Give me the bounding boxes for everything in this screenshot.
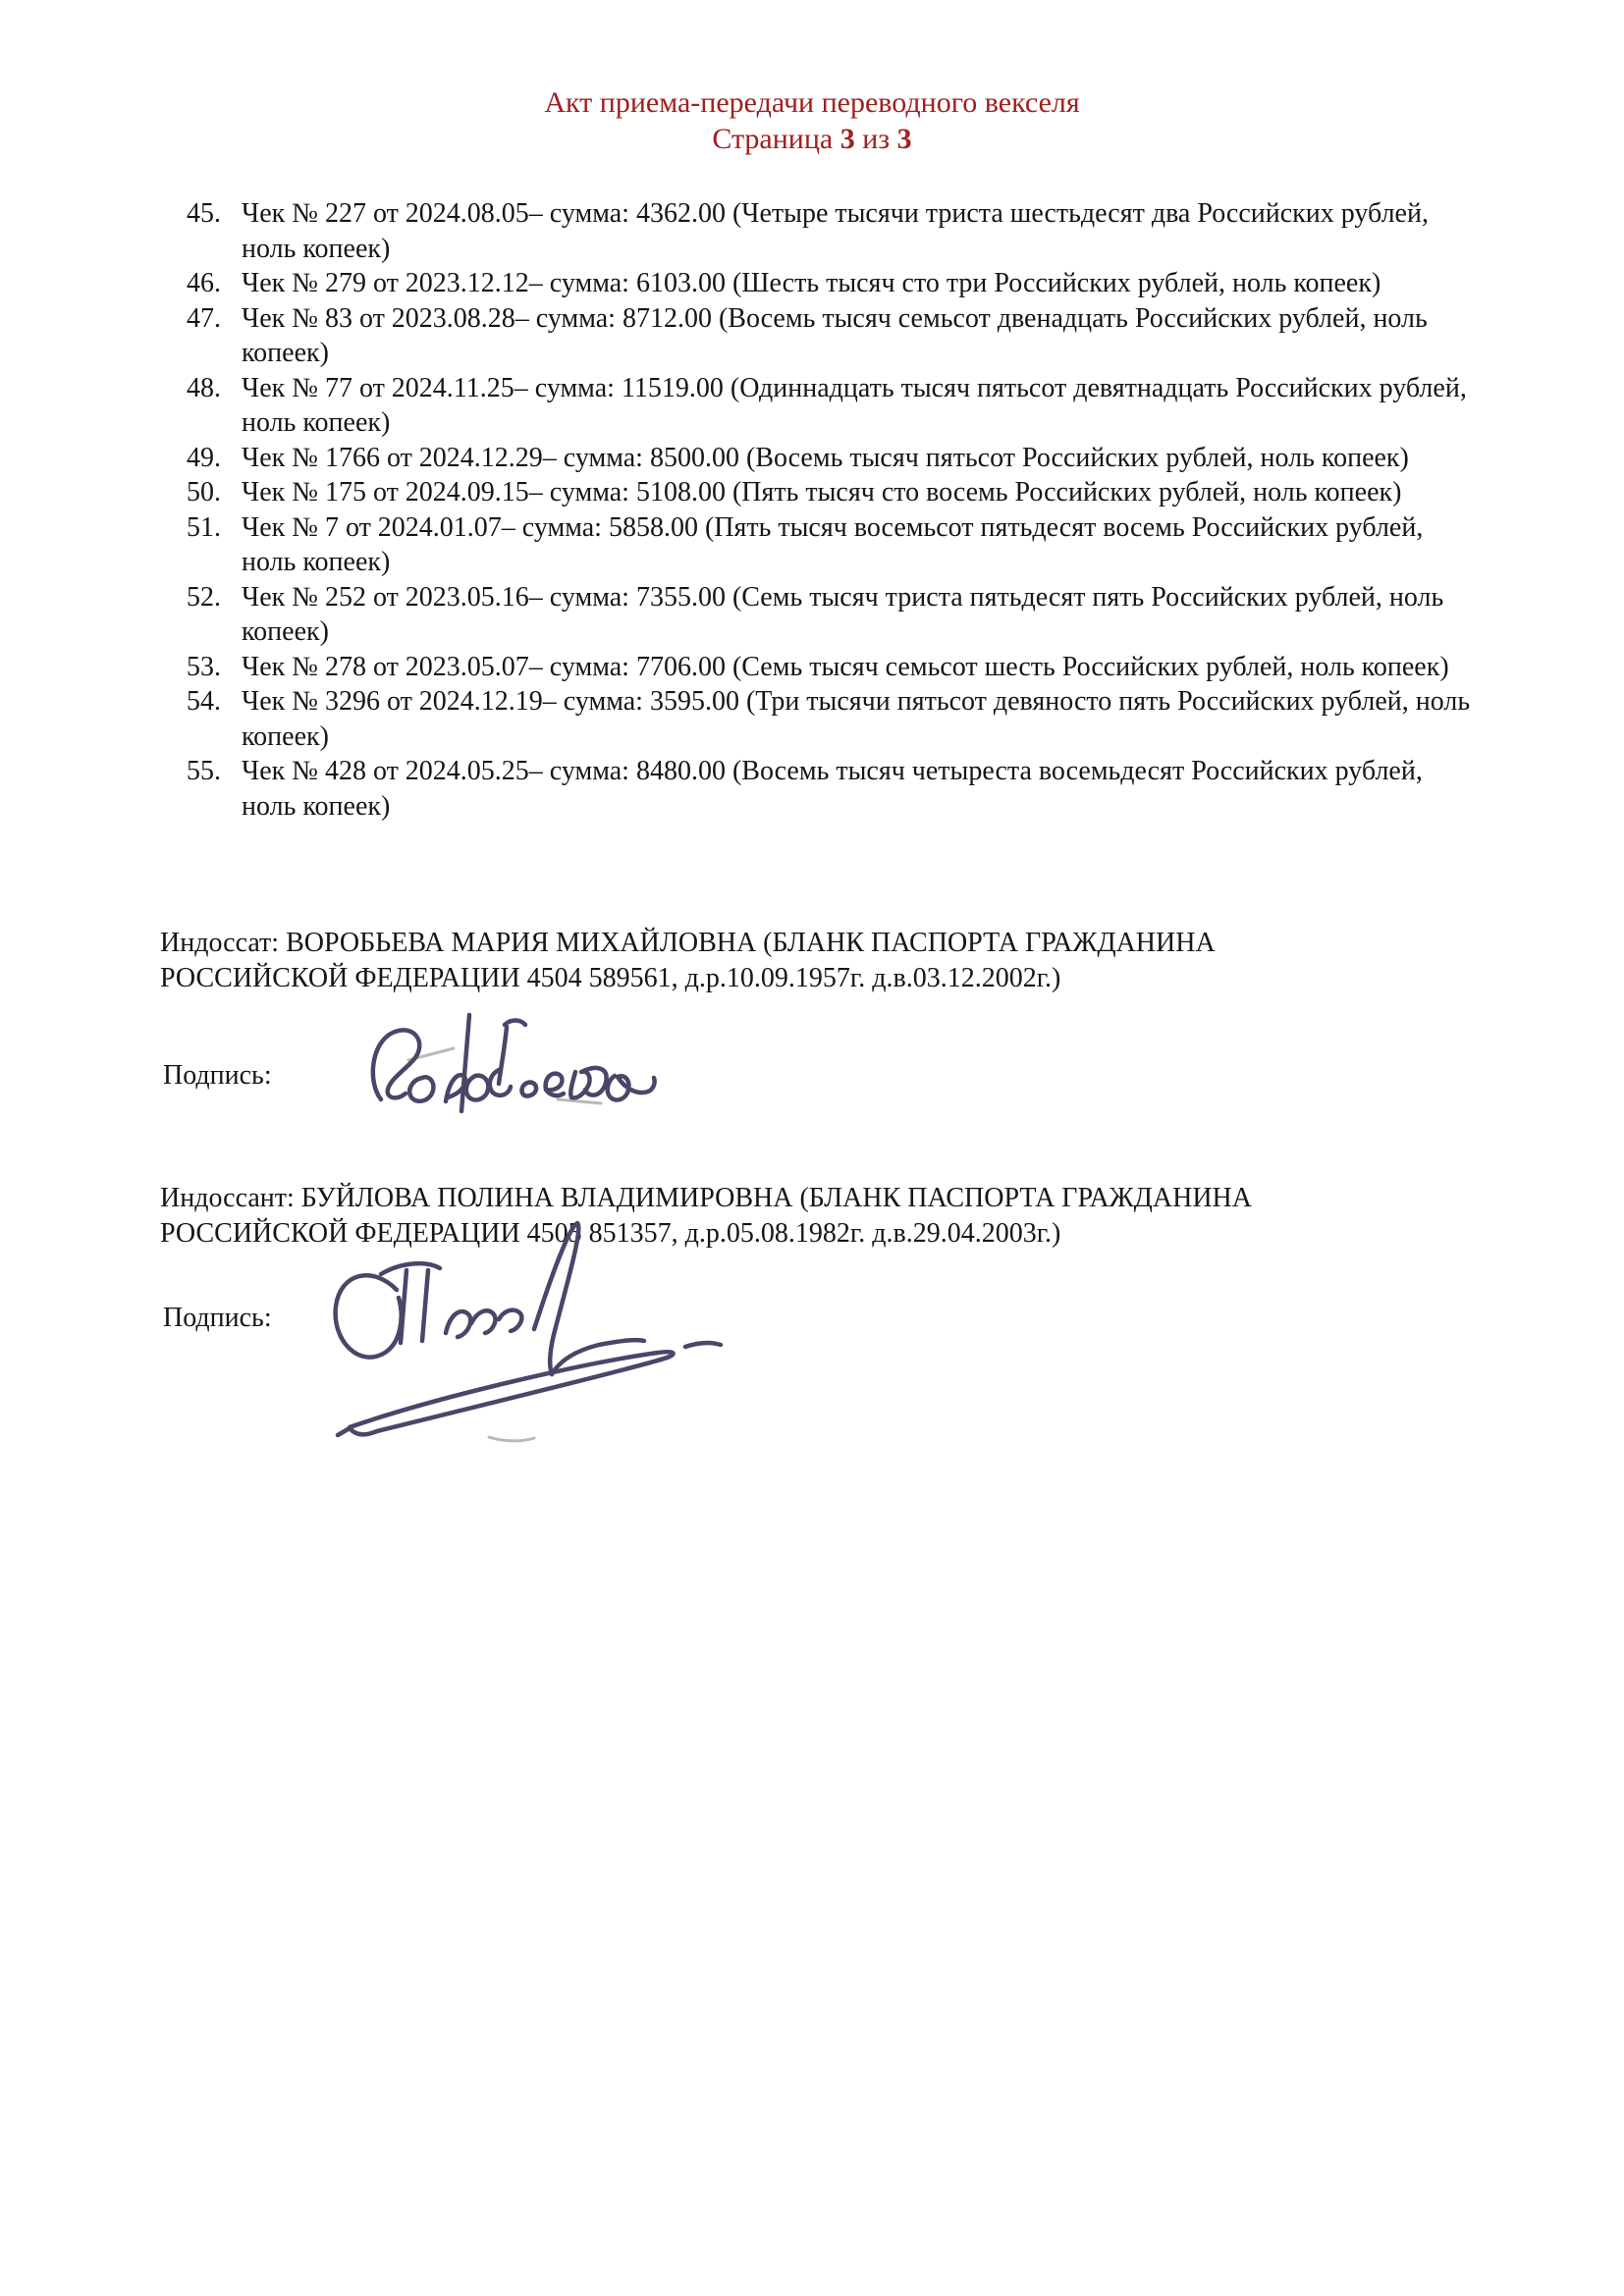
check-list-item bbox=[187, 196, 1475, 266]
item-number: 48. bbox=[187, 372, 221, 403]
item-text: Чек № 252 от 2023.05.16– сумма: 7355.00 (Семь тысяч триста пятьдесят пять Российских рублей, ноль копеек) bbox=[242, 581, 1444, 647]
item-text: Чек № 428 от 2024.05.25– сумма: 8480.00 (Восемь тысяч четыреста восемьдесят Российских рублей, ноль копеек) bbox=[242, 756, 1423, 822]
item-number: 51. bbox=[187, 511, 221, 543]
page-of-word: из bbox=[862, 123, 891, 155]
item-number: 49. bbox=[187, 442, 221, 473]
check-list-item bbox=[187, 371, 1475, 441]
item-text: Чек № 278 от 2023.05.07– сумма: 7706.00 (Семь тысяч семьсот шесть Российских рублей, ноль копеек) bbox=[242, 651, 1449, 682]
item-number: 52. bbox=[187, 581, 221, 613]
item-number: 50. bbox=[187, 477, 221, 507]
endorser-info-line: Индоссант: БУЙЛОВА ПОЛИНА ВЛАДИМИРОВНА (БЛАНК ПАСПОРТА ГРАЖДАНИНА bbox=[160, 1183, 1252, 1213]
endorsee-info-line: РОССИЙСКОЙ ФЕДЕРАЦИИ 4504 589561, д.р.10.09.1957г. д.в.03.12.2002г.) bbox=[160, 962, 1061, 993]
item-number: 46. bbox=[187, 268, 221, 298]
endorser-signature-image bbox=[312, 1213, 793, 1444]
item-number: 45. bbox=[187, 198, 221, 229]
item-number: 47. bbox=[187, 302, 221, 334]
page-total: 3 bbox=[896, 123, 912, 155]
item-number: 54. bbox=[187, 686, 221, 717]
item-number: 55. bbox=[187, 756, 221, 786]
page-indicator bbox=[0, 121, 1624, 157]
signature-label-endorsee: Подпись: bbox=[163, 1060, 272, 1091]
item-number: 53. bbox=[187, 651, 221, 682]
document-header bbox=[0, 84, 1624, 157]
check-list-item bbox=[187, 684, 1475, 754]
signature-label-endorser: Подпись: bbox=[163, 1303, 272, 1333]
check-list-item bbox=[187, 650, 1475, 685]
endorsee-info bbox=[160, 926, 1216, 995]
item-text: Чек № 227 от 2024.08.05– сумма: 4362.00 (Четыре тысячи триста шестьдесят два Российских рублей, ноль копеек) bbox=[242, 198, 1429, 264]
page-current: 3 bbox=[839, 123, 855, 155]
endorsee-info-line: Индоссат: ВОРОБЬЕВА МАРИЯ МИХАЙЛОВНА (БЛАНК ПАСПОРТА ГРАЖДАНИНА bbox=[160, 928, 1216, 958]
check-list-item bbox=[187, 441, 1475, 476]
check-list-item bbox=[187, 754, 1475, 824]
item-text: Чек № 7 от 2024.01.07– сумма: 5858.00 (Пять тысяч восемьсот пятьдесят восемь Российских рублей, ноль копеек) bbox=[242, 511, 1424, 577]
item-text: Чек № 77 от 2024.11.25– сумма: 11519.00 (Одиннадцать тысяч пятьсот девятнадцать Российских рублей, ноль копеек) bbox=[242, 372, 1467, 438]
check-list-item bbox=[187, 266, 1475, 301]
document-title: Акт приема-передачи переводного векселя bbox=[544, 86, 1080, 119]
check-list-item bbox=[187, 301, 1475, 371]
item-text: Чек № 1766 от 2024.12.29– сумма: 8500.00 (Восемь тысяч пятьсот Российских рублей, ноль копеек) bbox=[242, 442, 1409, 473]
check-list-item bbox=[187, 475, 1475, 510]
check-list-item bbox=[187, 580, 1475, 650]
item-text: Чек № 279 от 2023.12.12– сумма: 6103.00 (Шесть тысяч сто три Российских рублей, ноль копеек) bbox=[242, 268, 1381, 298]
page-indicator-label: Страница bbox=[712, 123, 834, 155]
endorser-info-line: РОССИЙСКОЙ ФЕДЕРАЦИИ 4505 851357, д.р.05.08.1982г. д.в.29.04.2003г.) bbox=[160, 1217, 1061, 1249]
check-list-item bbox=[187, 510, 1475, 580]
item-text: Чек № 3296 от 2024.12.19– сумма: 3595.00 (Три тысячи пятьсот девяносто пять Российских рублей, ноль копеек) bbox=[242, 686, 1471, 752]
item-text: Чек № 83 от 2023.08.28– сумма: 8712.00 (Восемь тысяч семьсот двенадцать Российских рублей, ноль копеек) bbox=[242, 302, 1428, 368]
endorsee-signature-image bbox=[365, 1009, 660, 1129]
check-list bbox=[187, 196, 1475, 824]
item-text: Чек № 175 от 2024.09.15– сумма: 5108.00 (Пять тысяч сто восемь Российских рублей, ноль копеек) bbox=[242, 477, 1402, 507]
